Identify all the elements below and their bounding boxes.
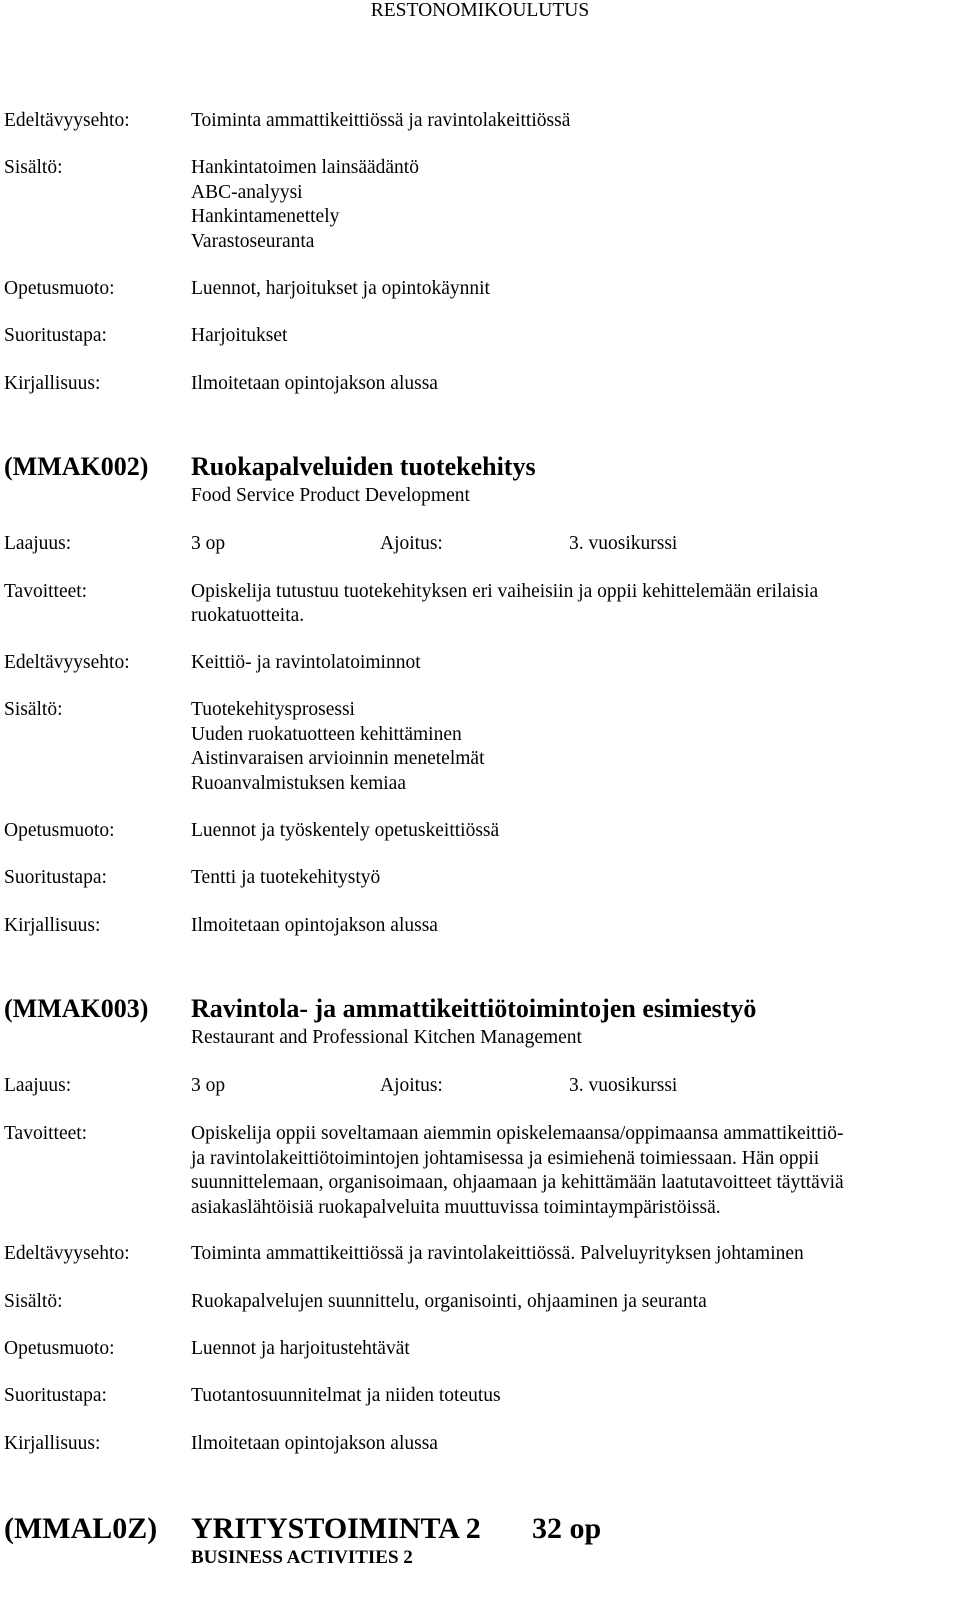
course-title: Ruokapalveluiden tuotekehitys xyxy=(191,452,536,481)
module-subtitle: BUSINESS ACTIVITIES 2 xyxy=(191,1547,413,1568)
goals-line: Opiskelija oppii soveltamaan aiemmin opiskelemaansa/oppimaansa ammattikeittiö- xyxy=(191,1123,844,1144)
scope-label: Laajuus: xyxy=(4,533,72,554)
literature-label: Kirjallisuus: xyxy=(4,1433,101,1454)
completion-label: Suoritustapa: xyxy=(4,867,107,888)
content-item: Uuden ruokatuotteen kehittäminen xyxy=(191,723,462,745)
module-credits: 32 op xyxy=(532,1512,602,1545)
content-item: Tuotekehitysprosessi xyxy=(191,699,355,720)
method-label: Opetusmuoto: xyxy=(4,278,115,299)
content-item: ABC-analyysi xyxy=(191,181,303,203)
goals-value xyxy=(191,1122,844,1220)
prereq-label: Edeltävyysehto: xyxy=(4,652,130,673)
scope-value: 3 op xyxy=(191,1075,226,1096)
method-value: Luennot ja harjoitustehtävät xyxy=(191,1338,410,1359)
completion-value: Harjoitukset xyxy=(191,325,288,346)
module-title: YRITYSTOIMINTA 2 xyxy=(191,1512,481,1545)
goals-line: suunnittelemaan, organisoimaan, ohjaamaan ja kehittämään laatutavoitteet täyttäviä xyxy=(191,1172,844,1193)
course-title: Ravintola- ja ammattikeittiötoimintojen esimiestyö xyxy=(191,994,757,1023)
completion-label: Suoritustapa: xyxy=(4,1385,107,1406)
content-list xyxy=(191,698,485,796)
timing-value: 3. vuosikurssi xyxy=(569,533,678,554)
literature-value: Ilmoitetaan opintojakson alussa xyxy=(191,915,438,936)
content-list xyxy=(191,156,419,254)
scope-value: 3 op xyxy=(191,533,226,554)
literature-value: Ilmoitetaan opintojakson alussa xyxy=(191,373,438,394)
content-item: Aistinvaraisen arvioinnin menetelmät xyxy=(191,748,485,769)
prereq-label: Edeltävyysehto: xyxy=(4,110,130,131)
prereq-value: Toiminta ammattikeittiössä ja ravintolakeittiössä xyxy=(191,110,571,131)
literature-value: Ilmoitetaan opintojakson alussa xyxy=(191,1433,438,1454)
literature-label: Kirjallisuus: xyxy=(4,915,101,936)
completion-value: Tuotantosuunnitelmat ja niiden toteutus xyxy=(191,1385,501,1406)
course-subtitle: Restaurant and Professional Kitchen Management xyxy=(191,1027,582,1048)
timing-value: 3. vuosikurssi xyxy=(569,1075,678,1096)
content-value: Ruokapalvelujen suunnittelu, organisointi, ohjaaminen ja seuranta xyxy=(191,1291,707,1312)
timing-label: Ajoitus: xyxy=(380,1075,443,1096)
method-value: Luennot, harjoitukset ja opintokäynnit xyxy=(191,278,490,299)
completion-label: Suoritustapa: xyxy=(4,325,107,346)
method-label: Opetusmuoto: xyxy=(4,820,115,841)
prereq-value: Keittiö- ja ravintolatoiminnot xyxy=(191,652,421,673)
goals-line: asiakaslähtöisiä ruokapalveluita muuttuvissa toimintaympäristöissä. xyxy=(191,1196,721,1218)
page-header: RESTONOMIKOULUTUS xyxy=(370,0,590,21)
module-code: (MMAL0Z) xyxy=(4,1512,158,1545)
course-code: (MMAK003) xyxy=(4,994,149,1023)
content-item: Ruoanvalmistuksen kemiaa xyxy=(191,772,406,794)
completion-value: Tentti ja tuotekehitystyö xyxy=(191,867,381,888)
content-item: Hankintamenettely xyxy=(191,206,340,227)
method-value: Luennot ja työskentely opetuskeittiössä xyxy=(191,820,500,841)
content-item: Hankintatoimen lainsäädäntö xyxy=(191,157,419,178)
content-label: Sisältö: xyxy=(4,1291,63,1312)
course-code: (MMAK002) xyxy=(4,452,149,481)
content-label: Sisältö: xyxy=(4,699,63,720)
goals-label: Tavoitteet: xyxy=(4,1123,88,1144)
goals-value: Opiskelija tutustuu tuotekehityksen eri vaiheisiin ja oppii kehittelemään erilaisia ruokatuotteita. xyxy=(191,581,819,626)
literature-label: Kirjallisuus: xyxy=(4,373,101,394)
timing-label: Ajoitus: xyxy=(380,533,443,554)
method-label: Opetusmuoto: xyxy=(4,1338,115,1359)
prereq-label: Edeltävyysehto: xyxy=(4,1243,130,1264)
goals-label: Tavoitteet: xyxy=(4,581,88,602)
scope-label: Laajuus: xyxy=(4,1075,72,1096)
content-item: Varastoseuranta xyxy=(191,230,315,252)
goals-line: ja ravintolakeittiötoimintojen johtamisessa ja esimiehenä toimiessaan. Hän oppii xyxy=(191,1147,820,1169)
content-label: Sisältö: xyxy=(4,157,63,178)
course-subtitle: Food Service Product Development xyxy=(191,485,470,506)
prereq-value: Toiminta ammattikeittiössä ja ravintolakeittiössä. Palveluyrityksen johtaminen xyxy=(191,1243,804,1264)
